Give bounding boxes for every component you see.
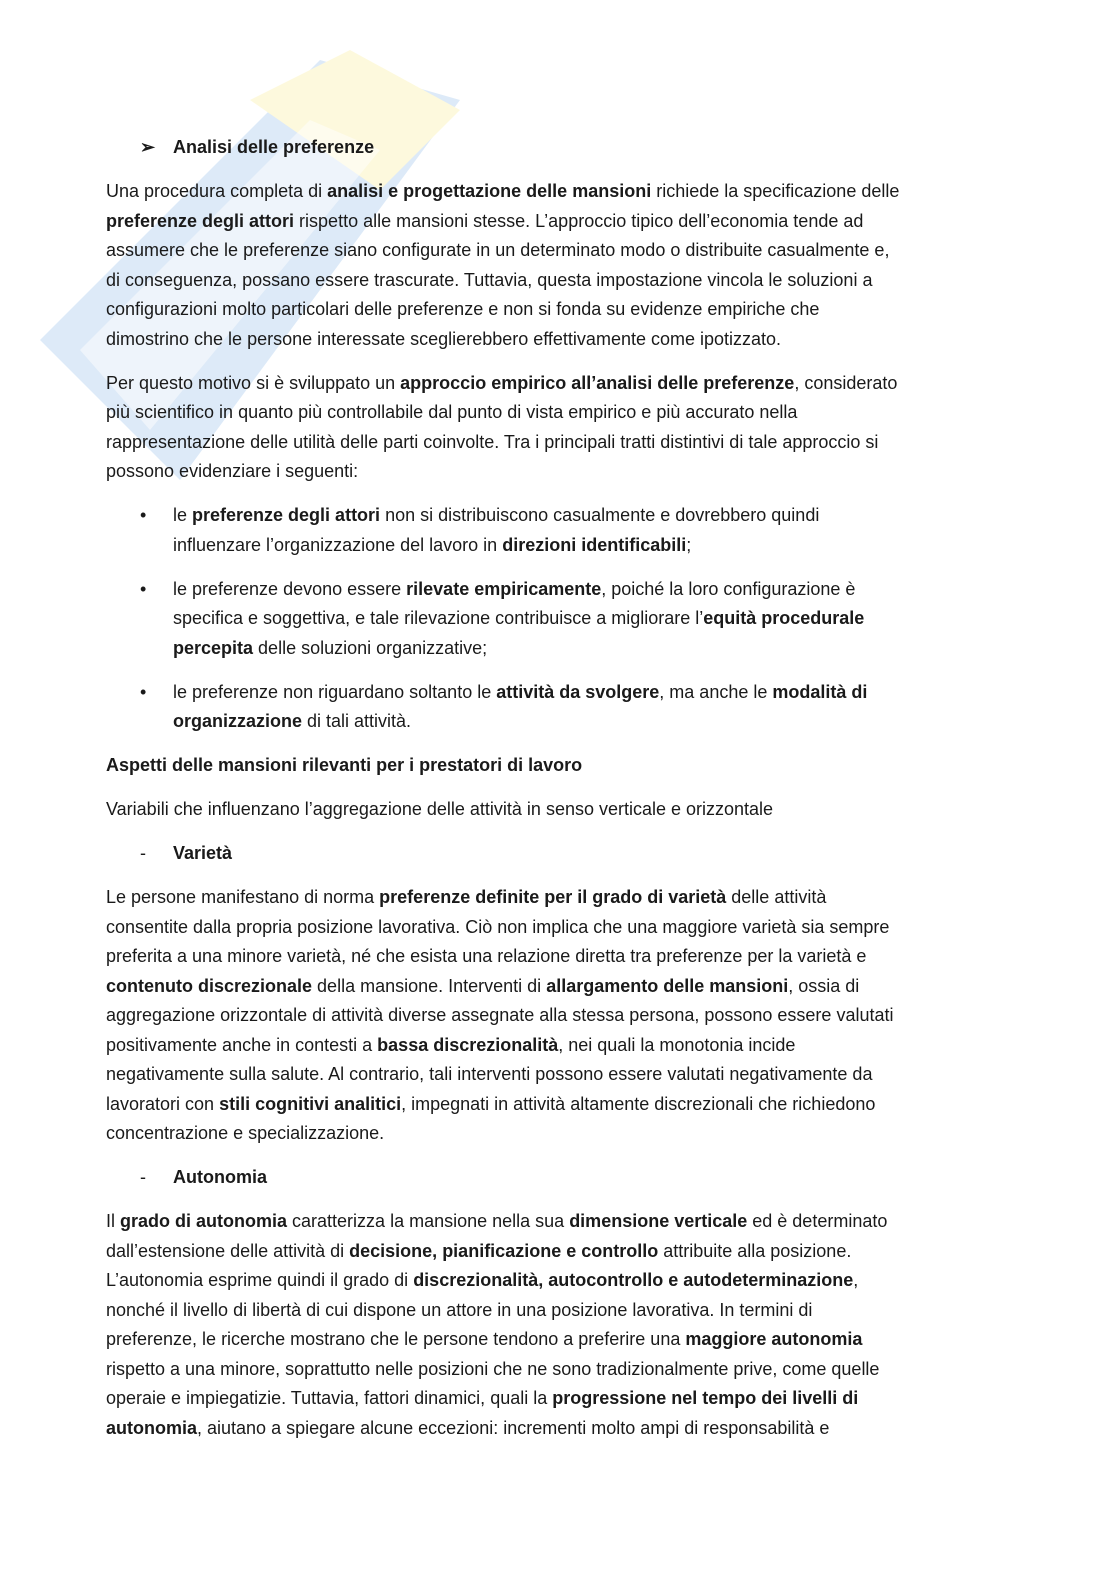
section-heading — [140, 133, 1026, 163]
text-run: delle attività — [726, 887, 827, 907]
text-run: ed è determinato — [747, 1211, 888, 1231]
text-run: di conseguenza, possano essere trascurate. Tuttavia, questa impostazione vincola le soluzioni a — [106, 269, 873, 290]
text-run: Il — [106, 1211, 121, 1231]
text-run: , impegnati in attività altamente discrezionali che richiedono — [401, 1093, 876, 1114]
bold-text: preferenze definite per il grado di varietà — [379, 887, 727, 907]
text-run: di tali attività. — [302, 711, 412, 731]
bullet-item — [106, 575, 1026, 664]
bullet-dot-icon: • — [140, 578, 147, 599]
text-run: assumere che le preferenze siano configurate in un determinato modo o distribuite casualmente e, — [106, 240, 890, 260]
text-run: possono evidenziare i seguenti: — [106, 461, 359, 481]
bold-text: allargamento delle mansioni — [546, 975, 789, 996]
bold-text: preferenze degli attori — [192, 505, 381, 525]
text-run: attribuite alla posizione. — [658, 1240, 852, 1261]
paragraph — [106, 883, 1026, 1149]
text-run: influenzare l’organizzazione del lavoro in — [173, 534, 503, 555]
bold-text: modalità di — [772, 681, 868, 702]
heading-text: Autonomia — [173, 1167, 267, 1187]
heading-text: Varietà — [173, 843, 233, 863]
bold-text: preferenze degli attori — [106, 210, 295, 231]
text-run: negativamente sulla salute. Al contrario, tali interventi possono essere valutati negativamente da — [106, 1064, 873, 1084]
text-run: aggregazione orizzontale di attività diverse assegnate alla stessa persona, possono essere valutati — [106, 1005, 894, 1025]
paragraph — [106, 1207, 1026, 1443]
text-run: le preferenze non riguardano soltanto le — [173, 681, 497, 702]
bold-text: analisi e progettazione delle mansioni — [327, 181, 652, 201]
bold-text: decisione, pianificazione e controllo — [349, 1240, 659, 1261]
bold-text: stili cognitivi analitici — [219, 1093, 402, 1114]
text-run: più scientifico in quanto più controllabile dal punto di vista empirico e più accurato nella — [106, 402, 798, 422]
text-run: delle soluzioni organizzative; — [253, 637, 488, 658]
bold-text: autonomia — [106, 1417, 198, 1438]
text-run: , — [853, 1270, 859, 1290]
text-run: concentrazione e specializzazione. — [106, 1123, 385, 1143]
text-run: , considerato — [794, 372, 898, 393]
text-run: della mansione. Interventi di — [312, 975, 547, 996]
bold-text: organizzazione — [173, 711, 303, 731]
text-run: configurazioni molto particolari delle preferenze e non si fonda su evidenze empiriche che — [106, 299, 820, 319]
bold-text: approccio empirico all’analisi delle preferenze — [400, 372, 795, 393]
text-run: Una procedura completa di — [106, 181, 328, 201]
bold-text: discrezionalità, autocontrollo e autodeterminazione — [413, 1270, 854, 1290]
bullet-dot-icon: • — [140, 505, 147, 525]
bold-text: grado di autonomia — [120, 1211, 288, 1231]
paragraph — [106, 795, 1026, 825]
bold-text: dimensione verticale — [569, 1211, 748, 1231]
text-run: Le persone manifestano di norma — [106, 887, 380, 907]
bold-text: attività da svolgere — [496, 681, 660, 702]
paragraph — [106, 177, 1026, 354]
bold-text: bassa discrezionalità — [377, 1034, 559, 1055]
text-run: preferenze, le ricerche mostrano che le persone tendono a preferire una — [106, 1329, 686, 1349]
text-run: , nei quali la monotonia incide — [558, 1034, 796, 1055]
paragraph — [106, 751, 1026, 781]
bold-text: percepita — [173, 637, 254, 658]
text-run: , ma anche le — [659, 681, 773, 702]
text-run: Per questo motivo si è sviluppato un — [106, 372, 401, 393]
bullet-dot-icon: • — [140, 681, 147, 702]
subsection-heading — [106, 839, 1026, 869]
heading-text: Analisi delle preferenze — [173, 137, 375, 157]
text-run: caratterizza la mansione nella sua — [287, 1211, 570, 1231]
text-run: , ossia di — [788, 975, 860, 996]
bullet-item — [106, 501, 1026, 560]
bullet-item — [106, 678, 1026, 737]
bold-text: progressione nel tempo dei livelli di — [552, 1388, 859, 1408]
text-run: le preferenze devono essere — [173, 578, 407, 599]
text-run: ; — [686, 534, 692, 555]
text-run: , aiutano a spiegare alcune eccezioni: incrementi molto ampi di responsabilità e — [197, 1417, 830, 1438]
text-run: Variabili che influenzano l’aggregazione delle attività in senso verticale e orizzontale — [106, 799, 774, 819]
text-run: , poiché la loro configurazione è — [601, 578, 856, 599]
text-run: richiede la specificazione delle — [651, 181, 900, 201]
bold-text: rilevate empiricamente — [406, 578, 602, 599]
subsection-heading — [106, 1163, 1026, 1193]
document-body — [106, 133, 1026, 1458]
text-run: L’autonomia esprime quindi il grado di — [106, 1270, 414, 1290]
text-run: nonché il livello di libertà di cui dispone un attore in una posizione lavorativa. In termini di — [106, 1299, 813, 1320]
text-run: le — [173, 505, 193, 525]
text-run: rappresentazione delle utilità delle parti coinvolte. Tra i principali tratti distintivi di tale approccio si — [106, 431, 879, 452]
bold-text: direzioni identificabili — [502, 534, 687, 555]
text-run: rispetto alle mansioni stesse. L’approccio tipico dell’economia tende ad — [294, 210, 864, 231]
text-run: consentite dalla propria posizione lavorativa. Ciò non implica che una maggiore varietà sia sempre — [106, 916, 890, 937]
text-run: dimostrino che le persone interessate sceglierebbero effettivamente come ipotizzato. — [106, 328, 782, 349]
dash-marker: - — [140, 843, 146, 863]
text-run: dall’estensione delle attività di — [106, 1240, 350, 1261]
text-run: operaie e impiegatizie. Tuttavia, fattori dinamici, quali la — [106, 1388, 553, 1408]
text-run: lavoratori con — [106, 1093, 220, 1114]
arrow-bullet-icon: ➢ — [140, 137, 156, 157]
paragraph — [106, 369, 1026, 487]
dash-marker: - — [140, 1167, 146, 1187]
text-run: specifica e soggettiva, e tale rilevazione contribuisce a migliorare l’ — [173, 608, 704, 628]
text-run: positivamente anche in contesti a — [106, 1034, 378, 1055]
bold-text: maggiore autonomia — [685, 1329, 863, 1349]
bold-text: equità procedurale — [703, 608, 865, 628]
text-run: rispetto a una minore, soprattutto nelle posizioni che ne sono tradizionalmente prive, come quelle — [106, 1358, 880, 1379]
bold-text: Aspetti delle mansioni rilevanti per i prestatori di lavoro — [106, 755, 583, 775]
text-run: non si distribuiscono casualmente e dovrebbero quindi — [380, 505, 820, 525]
bold-text: contenuto discrezionale — [106, 975, 313, 996]
text-run: preferita a una minore varietà, né che esista una relazione diretta tra preferenze per la varietà e — [106, 946, 867, 966]
